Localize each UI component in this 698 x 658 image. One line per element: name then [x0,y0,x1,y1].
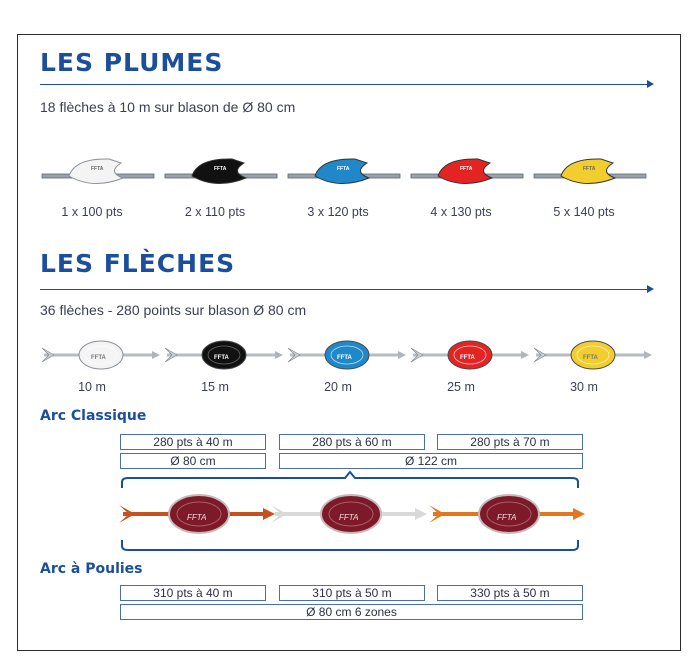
arrow-badge-5 [534,341,652,369]
feather-label-2: 2 x 110 pts [184,205,246,219]
svg-text:FFTA: FFTA [583,355,598,361]
feather-badge-4 [411,159,523,184]
compound-score-50m-a: 310 pts à 50 m [279,585,425,601]
svg-text:FFTA: FFTA [91,355,106,361]
arrows-subtitle: 36 flèches - 280 points sur blason Ø 80 cm [40,302,307,318]
feather-badge-5 [534,159,646,184]
svg-text:FFTA: FFTA [339,513,359,522]
arrow-badge-4 [411,341,529,369]
recurve-score-40m: 280 pts à 40 m [120,434,266,450]
feather-badge-3 [288,159,400,184]
arrow-label-3: 20 m [324,380,352,394]
arrow-badge-2 [165,341,283,369]
section-title-arrows: LES FLÈCHES [40,249,236,278]
svg-text:FFTA: FFTA [337,355,352,361]
section-title-feathers: LES PLUMES [40,48,224,77]
compound-target-80-6zones: Ø 80 cm 6 zones [120,604,583,620]
compound-score-50m-b: 330 pts à 50 m [437,585,583,601]
arrow-badge-1 [42,341,160,369]
svg-text:FFTA: FFTA [214,166,227,172]
svg-text:FFTA: FFTA [91,166,104,172]
recurve-score-70m: 280 pts à 70 m [437,434,583,450]
feather-badge-2 [165,159,277,184]
compound-title: Arc à Poulies [40,561,143,577]
arrow-label-1: 10 m [78,380,106,394]
feather-label-1: 1 x 100 pts [61,205,123,219]
svg-text:FFTA: FFTA [337,166,350,172]
feather-label-3: 3 x 120 pts [307,205,369,219]
svg-text:FFTA: FFTA [214,355,229,361]
recurve-target-122: Ø 122 cm [279,453,583,469]
feathers-subtitle: 18 flèches à 10 m sur blason de Ø 80 cm [40,99,296,115]
svg-text:FFTA: FFTA [460,355,475,361]
compound-score-40m: 310 pts à 40 m [120,585,266,601]
recurve-badge-1 [119,495,275,533]
arrow-label-5: 30 m [570,380,598,394]
svg-text:FFTA: FFTA [583,166,596,172]
arrow-label-2: 15 m [201,380,229,394]
recurve-title: Arc Classique [40,408,147,424]
feather-label-4: 4 x 130 pts [430,205,492,219]
svg-text:FFTA: FFTA [460,166,473,172]
arrow-badge-3 [288,341,406,369]
recurve-score-60m: 280 pts à 60 m [279,434,425,450]
svg-text:FFTA: FFTA [497,513,517,522]
section-divider-arrows [40,289,652,290]
svg-text:FFTA: FFTA [187,513,207,522]
feather-badge-1 [42,159,154,184]
recurve-target-80: Ø 80 cm [120,453,266,469]
feather-label-5: 5 x 140 pts [553,205,615,219]
recurve-badge-3 [429,495,585,533]
arrow-label-4: 25 m [447,380,475,394]
recurve-badge-2 [271,495,427,533]
